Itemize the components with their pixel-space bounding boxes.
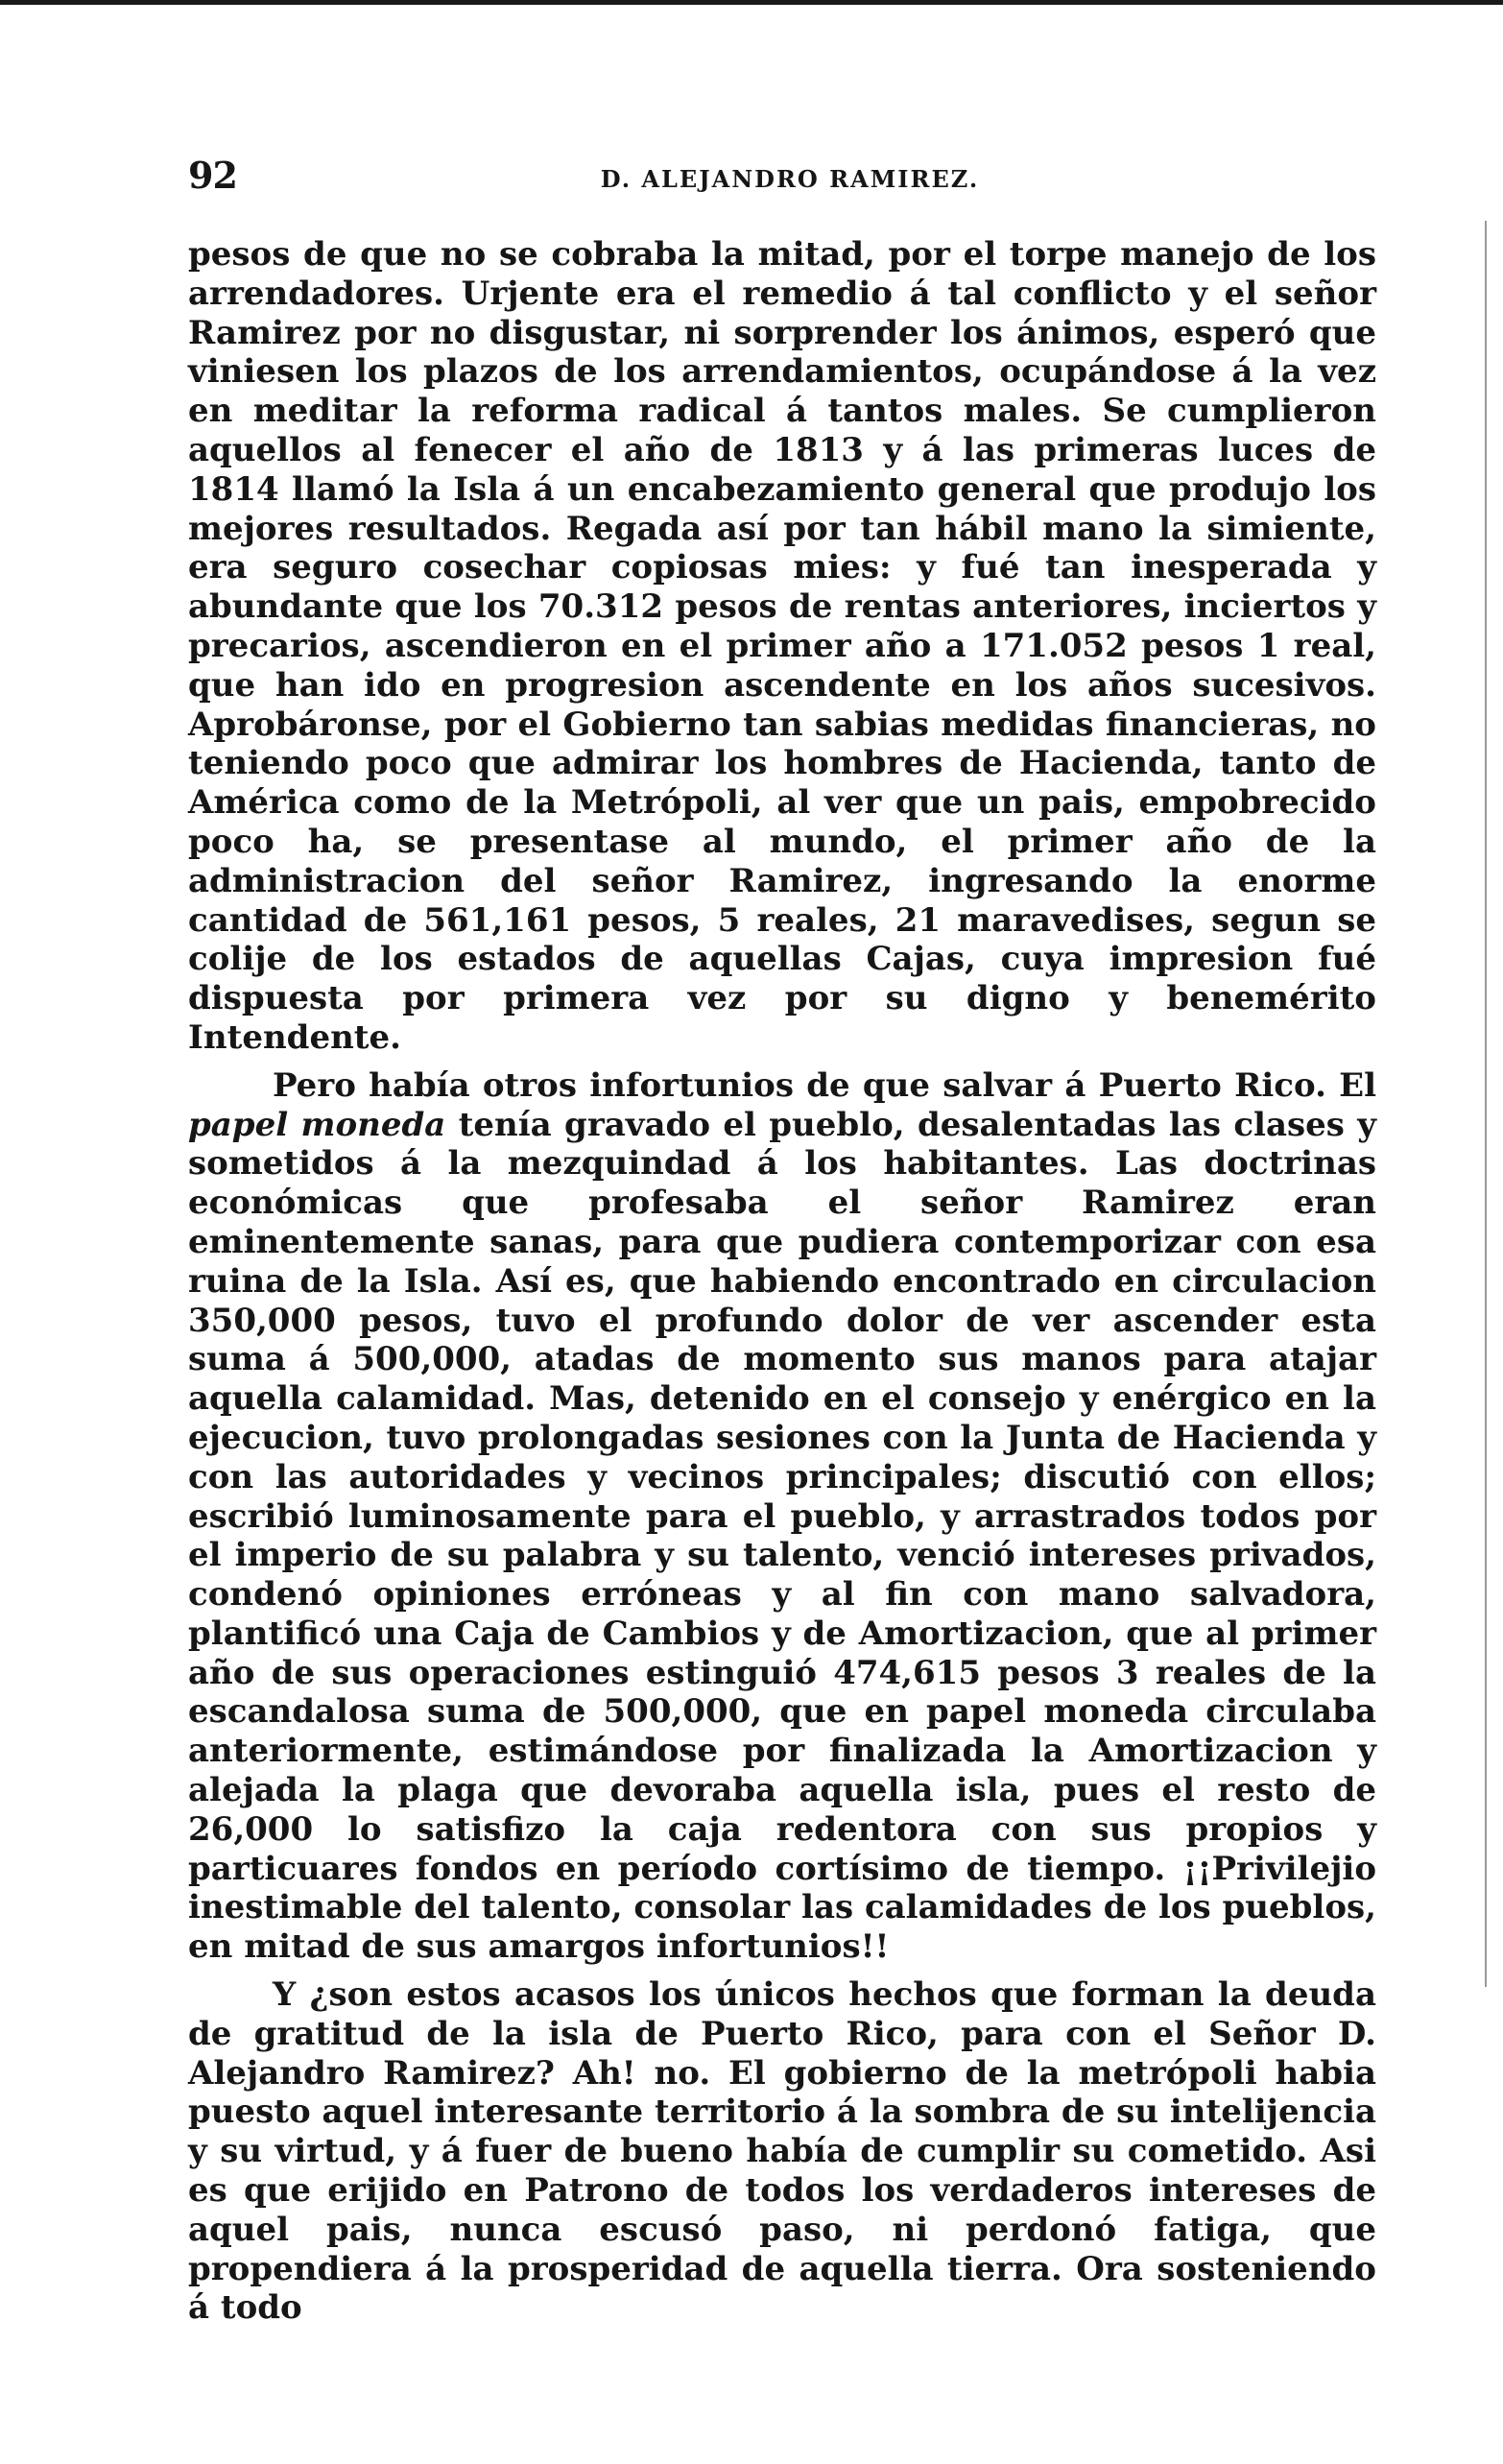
paragraph-2-lead: Pero había otros infortunios de que salvar á Puerto Rico. El xyxy=(273,1065,1376,1105)
body-text xyxy=(188,235,1376,2328)
running-header: D. ALEJANDRO RAMIREZ. xyxy=(600,165,980,193)
top-border-rule xyxy=(0,0,1503,5)
page-number: 92 xyxy=(188,154,237,197)
paragraph-2-italic: papel moneda xyxy=(188,1105,446,1144)
paragraph-2-body: tenía gravado el pueblo, desalentadas las clases y sometidos á la mezquindad á los habitantes. Las doctrinas económicas que profesaba el señor Ramirez eran eminentemente sanas, para que pudiera contemporizar con esa ruina de la Isla. Así es, que habiendo encontrado en circulacion 350,000 pesos, tuvo el profundo dolor de ver ascender esta suma á 500,000, atadas de momento sus manos para atajar aquella calamidad. Mas, detenido en el consejo y enérgico en la ejecucion, tuvo prolongadas sesiones con la Junta de Hacienda y con las autoridades y vecinos principales; discutió con ellos; escribió luminosamente para el pueblo, y arrastrados todos por el imperio de su palabra y su talento, venció intereses privados, condenó opiniones erróneas y al fin con mano salvadora, plantificó una Caja de Cambios y de Amortizacion, que al primer año de sus operaciones estinguió 474,615 pesos 3 reales de la escandalosa suma de 500,000, que en papel moneda circulaba anteriormente, estimándose por finalizada la Amortizacion y alejada la plaga que devoraba aquella isla, pues el resto de 26,000 lo satisfizo la caja redentora con sus propios y particuares fondos en período cortísimo de tiempo. ¡¡Privilejio inestimable del talento, consolar las calamidades de los pueblos, en mitad de sus amargos infortunios!! xyxy=(188,1105,1377,1967)
paragraph-2 xyxy=(188,1066,1376,1967)
paragraph-1: pesos de que no se cobraba la mitad, por el torpe manejo de los arrendadores. Urjente era el remedio á tal conflicto y el señor Ramirez por no disgustar, ni sorprender los ánimos, esperó que viniesen los plazos de los arrendamientos, ocupándose á la vez en meditar la reforma radical á tantos males. Se cumplieron aquellos al fenecer el año de 1813 y á las primeras luces de 1814 llamó la Isla á un encabezamiento general que produjo los mejores resultados. Regada así por tan hábil mano la simiente, era seguro cosechar copiosas mies: y fué tan inesperada y abundante que los 70.312 pesos de rentas anteriores, inciertos y precarios, ascendieron en el primer año a 171.052 pesos 1 real, que han ido en progresion ascendente en los años sucesivos. Aprobáronse, por el Gobierno tan sabias medidas financieras, no teniendo poco que admirar los hombres de Hacienda, tanto de América como de la Metrópoli, al ver que un pais, empobrecido poco ha, se presentase al mundo, el primer año de la administracion del señor Ramirez, ingresando la enorme cantidad de 561,161 pesos, 5 reales, 21 maravedises, segun se colije de los estados de aquellas Cajas, cuya impresion fué dispuesta por primera vez por su digno y benemérito Intendente. xyxy=(188,235,1376,1057)
paragraph-3: Y ¿son estos acasos los únicos hechos que forman la deuda de gratitud de la isla de Puerto Rico, para con el Señor D. Alejandro Ramirez? Ah! no. El gobierno de la metrópoli habia puesto aquel interesante territorio á la sombra de su intelijencia y su virtud, y á fuer de bueno había de cumplir su cometido. Asi es que erijido en Patrono de todos los verdaderos intereses de aquel pais, nunca escusó paso, ni perdonó fatiga, que propendiera á la prosperidad de aquella tierra. Ora sosteniendo á todo xyxy=(188,1975,1376,2328)
right-margin-rule xyxy=(1485,221,1487,1987)
